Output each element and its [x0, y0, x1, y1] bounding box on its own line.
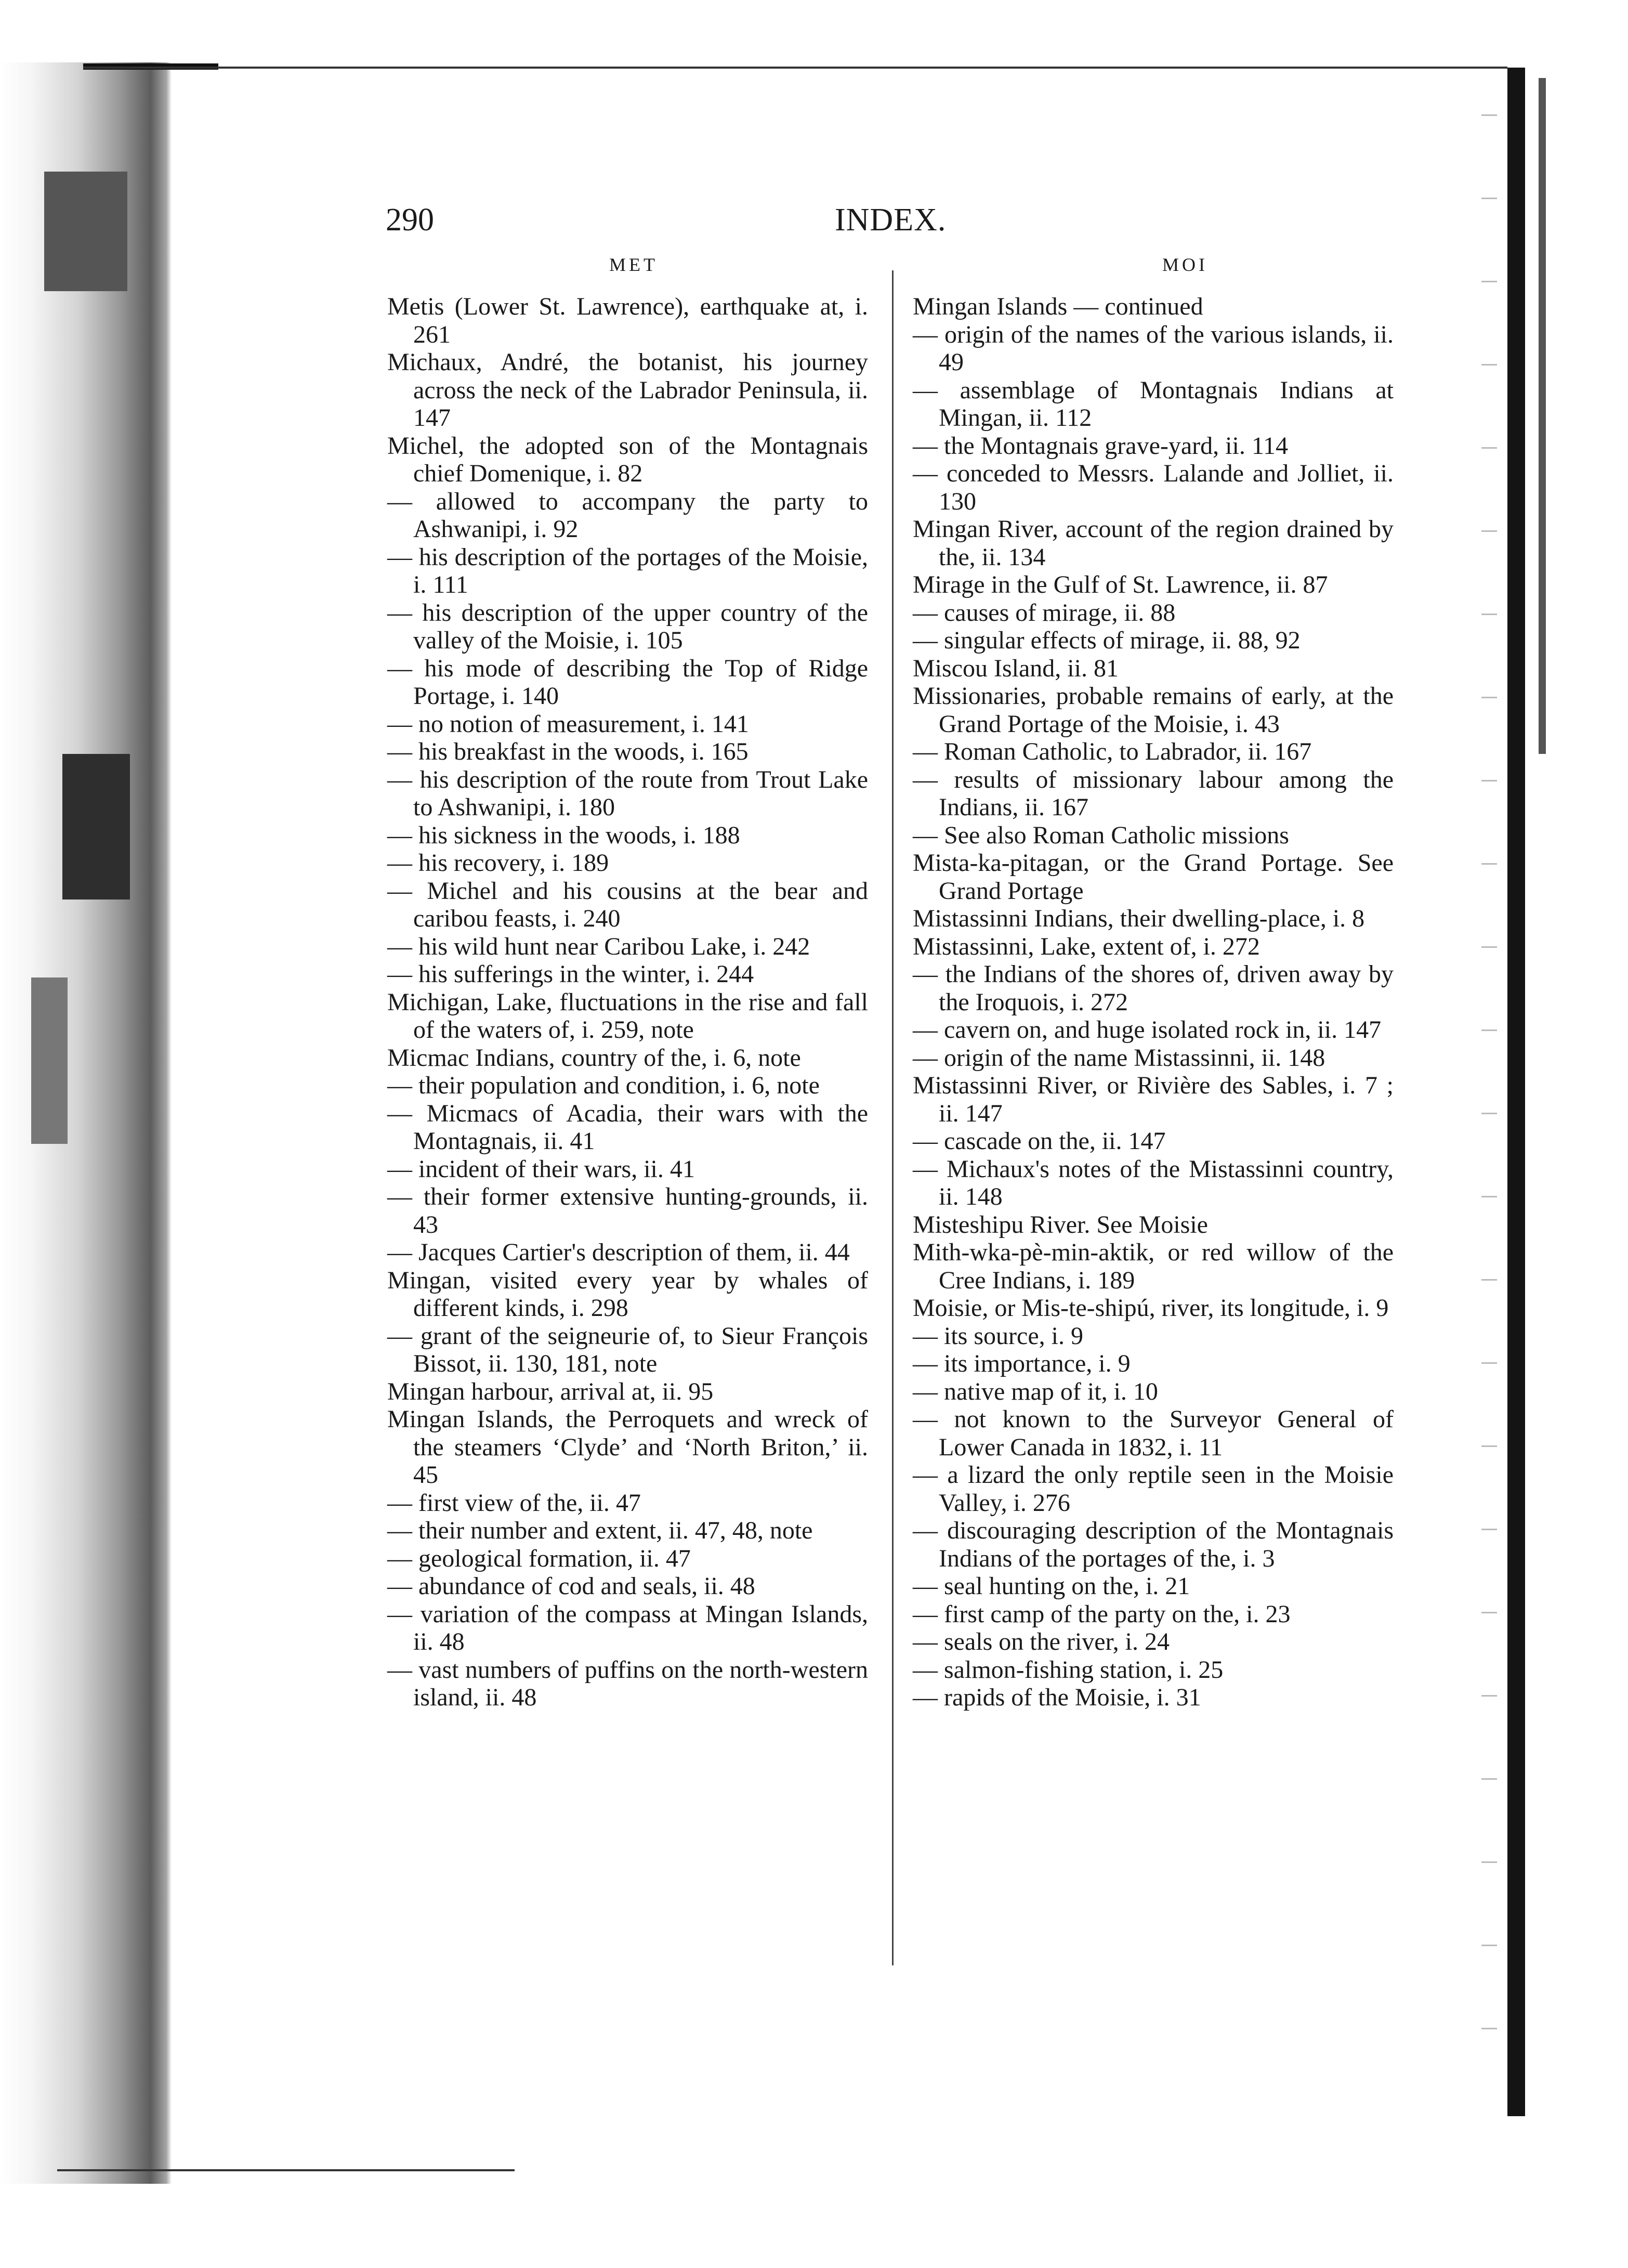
index-entry: Michel, the adopted son of the Montagnais chief Domenique, i. 82 — [387, 432, 868, 487]
index-entry: — their former extensive hunting-grounds, ii. 43 — [387, 1183, 868, 1239]
index-entry: Mingan Islands — continued — [913, 293, 1203, 320]
page-number: 290 — [386, 202, 434, 238]
index-entry: — his mode of describing the Top of Ridge Portage, i. 140 — [387, 654, 868, 710]
index-entry: — allowed to accompany the party to Ashwanipi, i. 92 — [387, 487, 868, 543]
index-entry: — incident of their wars, ii. 41 — [387, 1155, 695, 1183]
running-head-left: MET — [609, 254, 658, 275]
index-entry: Michigan, Lake, fluctuations in the rise and fall of the waters of, i. 259, note — [387, 988, 868, 1044]
index-column-right — [913, 293, 1394, 1712]
page-edge-shadow — [1539, 78, 1546, 754]
top-rule — [83, 67, 1507, 69]
index-entry: Mistassinni Indians, their dwelling-place, i. 8 — [913, 905, 1365, 932]
page-edge-shadow — [1507, 68, 1525, 2116]
index-entry: — his recovery, i. 189 — [387, 849, 609, 877]
index-entry: Mistassinni River, or Rivière des Sables, i. 7 ; ii. 147 — [913, 1072, 1394, 1127]
index-entry: — abundance of cod and seals, ii. 48 — [387, 1572, 755, 1600]
index-entry: — rapids of the Moisie, i. 31 — [913, 1684, 1201, 1711]
index-entry: Misteshipu River. See Moisie — [913, 1210, 1208, 1239]
index-entry: — first view of the, ii. 47 — [387, 1489, 641, 1517]
index-entry: — See also Roman Catholic missions — [913, 821, 1289, 849]
index-entry: — the Montagnais grave-yard, ii. 114 — [913, 432, 1289, 460]
index-entry: — conceded to Messrs. Lalande and Jolliet, ii. 130 — [913, 460, 1394, 515]
page-title: INDEX. — [835, 202, 947, 238]
index-entry: — his description of the route from Trout Lake to Ashwanipi, i. 180 — [387, 765, 868, 821]
index-entry: — Michel and his cousins at the bear and caribou feasts, i. 240 — [387, 877, 868, 932]
index-entry: Mingan River, account of the region drained by the, ii. 134 — [913, 515, 1394, 571]
index-entry: Mistassinni, Lake, extent of, i. 272 — [913, 932, 1260, 960]
index-entry: Missionaries, probable remains of early, at the Grand Portage of the Moisie, i. 43 — [913, 682, 1394, 738]
index-entry: — assemblage of Montagnais Indians at Mingan, ii. 112 — [913, 376, 1394, 432]
index-entry: Mingan harbour, arrival at, ii. 95 — [387, 1377, 714, 1405]
gutter-shadow — [31, 977, 68, 1144]
index-entry: — their population and condition, i. 6, note — [387, 1072, 820, 1099]
index-entry: — variation of the compass at Mingan Islands, ii. 48 — [387, 1600, 868, 1656]
index-entry: — Michaux's notes of the Mistassinni country, ii. 148 — [913, 1155, 1394, 1210]
running-head-right: MOI — [1162, 254, 1208, 275]
index-entry: — causes of mirage, ii. 88 — [913, 598, 1176, 627]
index-entry: Metis (Lower St. Lawrence), earthquake at, i. 261 — [387, 293, 868, 348]
index-entry: — his breakfast in the woods, i. 165 — [387, 738, 749, 765]
binding-gutter — [0, 62, 172, 2184]
index-entry: — Roman Catholic, to Labrador, ii. 167 — [913, 738, 1312, 765]
column-divider — [892, 270, 894, 1965]
index-entry: — grant of the seigneurie of, to Sieur François Bissot, ii. 130, 181, note — [387, 1322, 868, 1377]
index-entry: — origin of the name Mistassinni, ii. 148 — [913, 1044, 1325, 1072]
gutter-shadow — [62, 754, 130, 900]
index-entry: — first camp of the party on the, i. 23 — [913, 1600, 1291, 1628]
index-entry: — no notion of measurement, i. 141 — [387, 710, 749, 738]
index-entry: — discouraging description of the Montagnais Indians of the portages of the, i. 3 — [913, 1517, 1394, 1572]
index-entry: — a lizard the only reptile seen in the Moisie Valley, i. 276 — [913, 1461, 1394, 1517]
index-entry: Michaux, André, the botanist, his journey across the neck of the Labrador Peninsula, ii. 147 — [387, 348, 868, 432]
index-entry: — vast numbers of puffins on the north-western island, ii. 48 — [387, 1656, 868, 1711]
index-entry: — Jacques Cartier's description of them, ii. 44 — [387, 1239, 850, 1266]
index-column-left — [387, 293, 868, 1712]
index-entry: — his description of the portages of the Moisie, i. 111 — [387, 543, 868, 598]
index-entry: Mingan Islands, the Perroquets and wreck of the steamers ‘Clyde’ and ‘North Briton,’ ii. 45 — [387, 1405, 868, 1489]
gutter-shadow — [44, 172, 127, 291]
index-entry: — origin of the names of the various islands, ii. 49 — [913, 320, 1394, 376]
index-entry: — their number and extent, ii. 47, 48, note — [387, 1517, 813, 1544]
index-entry: Mingan, visited every year by whales of different kinds, i. 298 — [387, 1266, 868, 1322]
index-entry: — cavern on, and huge isolated rock in, ii. 147 — [913, 1016, 1382, 1044]
index-entry: — his sufferings in the winter, i. 244 — [387, 960, 754, 988]
index-entry: — cascade on the, ii. 147 — [913, 1127, 1166, 1155]
index-entry: — seal hunting on the, i. 21 — [913, 1572, 1190, 1600]
index-entry: — his wild hunt near Caribou Lake, i. 242 — [387, 932, 810, 960]
index-entry: — geological formation, ii. 47 — [387, 1544, 691, 1572]
index-entry: Mirage in the Gulf of St. Lawrence, ii. 87 — [913, 571, 1328, 598]
index-entry: — results of missionary labour among the Indians, ii. 167 — [913, 765, 1394, 821]
index-entry: — his description of the upper country of the valley of the Moisie, i. 105 — [387, 598, 868, 654]
index-entry: — its importance, i. 9 — [913, 1350, 1131, 1377]
index-entry: — the Indians of the shores of, driven away by the Iroquois, i. 272 — [913, 960, 1394, 1016]
index-entry: — not known to the Surveyor General of Lower Canada in 1832, i. 11 — [913, 1405, 1394, 1461]
index-entry: — Micmacs of Acadia, their wars with the Montagnais, ii. 41 — [387, 1099, 868, 1155]
index-entry: — salmon-fishing station, i. 25 — [913, 1656, 1224, 1684]
index-entry: — seals on the river, i. 24 — [913, 1628, 1170, 1656]
scan-noise — [1481, 78, 1497, 2106]
index-entry: — his sickness in the woods, i. 188 — [387, 821, 740, 849]
index-entry: Moisie, or Mis-te-shipú, river, its longitude, i. 9 — [913, 1294, 1389, 1322]
index-entry: Miscou Island, ii. 81 — [913, 654, 1119, 682]
bottom-rule — [57, 2169, 515, 2171]
index-entry: — its source, i. 9 — [913, 1322, 1083, 1350]
index-entry: Mith-wka-pè-min-aktik, or red willow of the Cree Indians, i. 189 — [913, 1239, 1394, 1294]
index-entry: Mista-ka-pitagan, or the Grand Portage. See Grand Portage — [913, 849, 1394, 905]
index-entry: Micmac Indians, country of the, i. 6, note — [387, 1044, 801, 1072]
index-entry: — singular effects of mirage, ii. 88, 92 — [913, 627, 1301, 654]
index-entry: — native map of it, i. 10 — [913, 1377, 1158, 1405]
